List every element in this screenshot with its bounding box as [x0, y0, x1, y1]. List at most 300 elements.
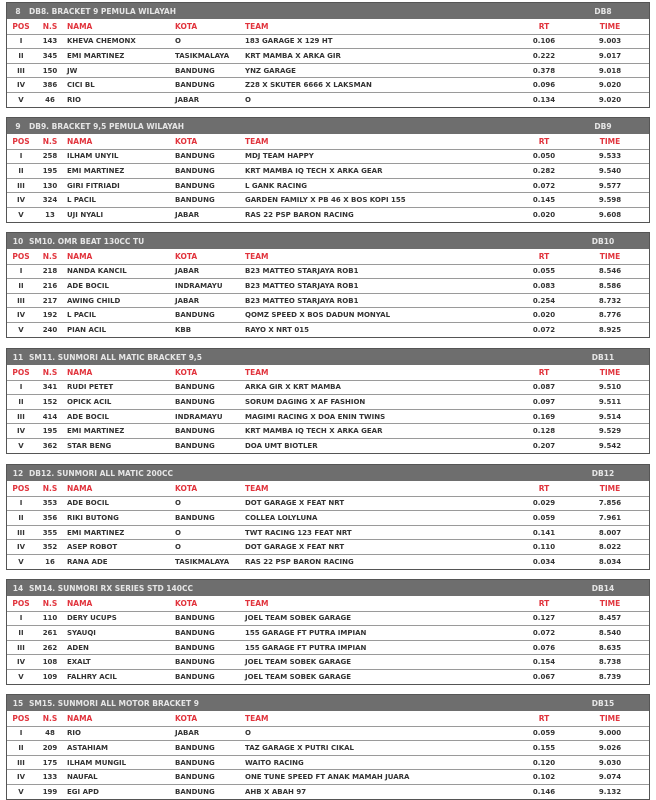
cell-ns: 353	[42, 499, 58, 508]
cell-rt: 0.146	[532, 787, 556, 796]
cell-time: 9.511	[598, 397, 622, 406]
cell-nama: ADEN	[67, 643, 89, 652]
cell-team: KRT MAMBA X ARKA GIR	[245, 51, 341, 60]
column-header-rt: RT	[538, 598, 550, 608]
cell-kota: BANDUNG	[175, 758, 215, 767]
cell-time: 8.034	[598, 557, 622, 566]
class-number: 15	[12, 698, 24, 708]
cell-rt: 0.155	[532, 743, 556, 752]
column-header-team: TEAM	[245, 21, 269, 31]
cell-ns: 362	[42, 441, 58, 450]
cell-rt: 0.020	[532, 311, 556, 320]
cell-time: 8.738	[598, 658, 622, 667]
cell-ns: 130	[42, 181, 58, 190]
class-title: SM15. SUNMORI ALL MOTOR BRACKET 9	[29, 698, 199, 708]
cell-ns: 341	[42, 383, 58, 392]
cell-nama: RUDI PETET	[67, 383, 114, 392]
cell-rt: 0.087	[532, 383, 556, 392]
cell-time: 9.529	[598, 427, 622, 436]
cell-team: JOEL TEAM SOBEK GARAGE	[245, 658, 352, 667]
table-row	[7, 409, 649, 424]
cell-team: JOEL TEAM SOBEK GARAGE	[245, 614, 352, 623]
cell-time: 9.540	[598, 166, 622, 175]
class-title: DB9. BRACKET 9,5 PEMULA WILAYAH	[29, 121, 185, 131]
cell-nama: ASEP ROBOT	[67, 543, 118, 552]
cell-kota: BANDUNG	[175, 628, 215, 637]
cell-team: KRT MAMBA IQ TECH X ARKA GEAR	[245, 166, 383, 175]
table-row	[7, 307, 649, 322]
column-header-time: TIME	[599, 367, 621, 377]
cell-rt: 0.059	[532, 513, 556, 522]
cell-rt: 0.020	[532, 210, 556, 219]
cell-nama: NANDA KANCIL	[67, 267, 127, 276]
column-header-time: TIME	[599, 598, 621, 608]
table-row	[7, 92, 649, 107]
cell-pos: IV	[16, 311, 26, 320]
cell-rt: 0.059	[532, 729, 556, 738]
table-row	[7, 438, 649, 453]
table-title-bar	[7, 695, 649, 711]
column-header-row	[7, 365, 649, 380]
cell-ns: 110	[42, 614, 58, 623]
cell-time: 9.030	[598, 758, 622, 767]
cell-nama: EMI MARTINEZ	[67, 427, 125, 436]
cell-nama: ADE BOCIL	[67, 281, 109, 290]
cell-rt: 0.072	[532, 628, 556, 637]
cell-ns: 216	[42, 281, 58, 290]
table-row	[7, 322, 649, 337]
column-header-team: TEAM	[245, 367, 269, 377]
cell-pos: IV	[16, 427, 26, 436]
cell-team: ONE TUNE SPEED FT ANAK MAMAH JUARA	[245, 773, 410, 782]
column-header-time: TIME	[599, 136, 621, 146]
cell-nama: CICI BL	[67, 81, 95, 90]
column-header-pos: POS	[12, 136, 30, 146]
cell-ns: 192	[42, 311, 58, 320]
table-row	[7, 163, 649, 178]
table-title-bar	[7, 3, 649, 19]
table-title-bar	[7, 580, 649, 596]
class-number: 11	[12, 352, 24, 362]
cell-ns: 352	[42, 543, 58, 552]
cell-pos: V	[18, 325, 24, 334]
cell-ns: 152	[42, 397, 58, 406]
column-header-pos: POS	[12, 713, 30, 723]
table-row	[7, 178, 649, 193]
cell-team: B23 MATTEO STARJAYA ROB1	[245, 296, 359, 305]
cell-pos: III	[17, 758, 25, 767]
cell-ns: 195	[42, 166, 58, 175]
table-row	[7, 34, 649, 49]
table-row	[7, 293, 649, 308]
cell-kota: O	[175, 37, 181, 46]
column-header-ns: N.S	[42, 21, 58, 31]
table-title-bar	[7, 349, 649, 365]
cell-pos: V	[18, 557, 24, 566]
cell-ns: 143	[42, 37, 58, 46]
cell-ns: 175	[42, 758, 58, 767]
column-header-row	[7, 249, 649, 264]
cell-time: 9.577	[598, 181, 622, 190]
column-header-nama: NAMA	[67, 713, 93, 723]
table-row	[7, 48, 649, 63]
table-row	[7, 539, 649, 554]
cell-nama: ASTAHIAM	[67, 743, 108, 752]
table-title-bar	[7, 465, 649, 481]
cell-nama: PIAN ACIL	[67, 325, 107, 334]
cell-ns: 46	[45, 95, 55, 104]
cell-kota: O	[175, 499, 181, 508]
table-row	[7, 554, 649, 569]
cell-ns: 195	[42, 427, 58, 436]
table-row	[7, 784, 649, 799]
cell-team: TAZ GARAGE X PUTRI CIKAL	[245, 743, 354, 752]
table-title-bar	[7, 118, 649, 134]
cell-kota: BANDUNG	[175, 643, 215, 652]
cell-time: 7.856	[598, 499, 622, 508]
cell-kota: BANDUNG	[175, 513, 215, 522]
cell-nama: SYAUQI	[67, 628, 96, 637]
cell-pos: III	[17, 66, 25, 75]
cell-time: 9.510	[598, 383, 622, 392]
cell-nama: EMI MARTINEZ	[67, 166, 125, 175]
column-header-ns: N.S	[42, 367, 58, 377]
cell-time: 9.017	[598, 51, 622, 60]
class-title: SM10. OMR BEAT 130CC TU	[29, 236, 145, 246]
cell-time: 9.132	[598, 787, 622, 796]
cell-time: 9.003	[598, 37, 622, 46]
cell-ns: 261	[42, 628, 58, 637]
column-header-team: TEAM	[245, 713, 269, 723]
cell-ns: 345	[42, 51, 58, 60]
table-row	[7, 640, 649, 655]
column-header-time: TIME	[599, 483, 621, 493]
class-code: DB14	[591, 583, 615, 593]
cell-pos: III	[17, 528, 25, 537]
column-header-rt: RT	[538, 21, 550, 31]
cell-time: 8.022	[598, 543, 622, 552]
cell-pos: II	[18, 743, 24, 752]
cell-kota: BANDUNG	[175, 311, 215, 320]
table-row	[7, 740, 649, 755]
cell-ns: 133	[42, 773, 58, 782]
cell-pos: V	[18, 95, 24, 104]
cell-nama: NAUFAL	[67, 773, 98, 782]
cell-rt: 0.029	[532, 499, 556, 508]
cell-kota: TASIKMALAYA	[175, 557, 230, 566]
table-row	[7, 726, 649, 741]
cell-team: 183 GARAGE X 129 HT	[245, 37, 333, 46]
cell-kota: BANDUNG	[175, 614, 215, 623]
cell-team: O	[245, 729, 251, 738]
cell-time: 9.026	[598, 743, 622, 752]
cell-team: L GANK RACING	[245, 181, 307, 190]
cell-pos: IV	[16, 658, 26, 667]
column-header-rt: RT	[538, 251, 550, 261]
cell-rt: 0.145	[532, 196, 556, 205]
cell-rt: 0.096	[532, 81, 556, 90]
table-row	[7, 669, 649, 684]
cell-time: 8.586	[598, 281, 622, 290]
cell-pos: I	[19, 267, 23, 276]
cell-time: 8.732	[598, 296, 622, 305]
cell-team: GARDEN FAMILY X PB 46 X BOS KOPI 155	[245, 196, 406, 205]
column-header-rt: RT	[538, 136, 550, 146]
cell-pos: I	[19, 614, 23, 623]
column-header-time: TIME	[599, 251, 621, 261]
cell-pos: II	[18, 51, 24, 60]
cell-rt: 0.378	[532, 66, 556, 75]
cell-rt: 0.067	[532, 672, 556, 681]
table-title-bar	[7, 233, 649, 249]
column-header-pos: POS	[12, 483, 30, 493]
column-header-kota: KOTA	[175, 713, 198, 723]
cell-kota: BANDUNG	[175, 743, 215, 752]
cell-kota: BANDUNG	[175, 427, 215, 436]
column-header-nama: NAMA	[67, 483, 93, 493]
cell-rt: 0.110	[532, 543, 556, 552]
cell-time: 8.457	[598, 614, 622, 623]
cell-nama: RIKI BUTONG	[67, 513, 119, 522]
cell-ns: 356	[42, 513, 58, 522]
cell-kota: BANDUNG	[175, 66, 215, 75]
cell-time: 8.007	[598, 528, 622, 537]
cell-nama: GIRI FITRIADI	[67, 181, 120, 190]
cell-kota: O	[175, 543, 181, 552]
cell-kota: BANDUNG	[175, 383, 215, 392]
cell-nama: JW	[67, 66, 78, 75]
cell-kota: JABAR	[175, 267, 200, 276]
cell-rt: 0.072	[532, 181, 556, 190]
cell-nama: FALHRY ACIL	[67, 672, 117, 681]
class-code: DB12	[591, 468, 615, 478]
cell-rt: 0.097	[532, 397, 556, 406]
class-title: DB12. SUNMORI ALL MATIC 200CC	[29, 468, 173, 478]
cell-nama: ILHAM MUNGIL	[67, 758, 127, 767]
cell-time: 8.776	[598, 311, 622, 320]
cell-team: B23 MATTEO STARJAYA ROB1	[245, 281, 359, 290]
cell-kota: BANDUNG	[175, 441, 215, 450]
cell-nama: AWING CHILD	[67, 296, 121, 305]
column-header-rt: RT	[538, 367, 550, 377]
cell-time: 9.000	[598, 729, 622, 738]
result-table	[6, 2, 650, 108]
cell-time: 8.546	[598, 267, 622, 276]
cell-team: O	[245, 95, 251, 104]
cell-pos: II	[18, 281, 24, 290]
cell-rt: 0.154	[532, 658, 556, 667]
cell-ns: 13	[45, 210, 55, 219]
class-number: 10	[12, 236, 24, 246]
column-header-kota: KOTA	[175, 598, 198, 608]
table-row	[7, 192, 649, 207]
column-header-kota: KOTA	[175, 251, 198, 261]
cell-team: KRT MAMBA IQ TECH X ARKA GEAR	[245, 427, 383, 436]
cell-nama: ADE BOCIL	[67, 412, 109, 421]
cell-kota: JABAR	[175, 729, 200, 738]
cell-team: 155 GARAGE FT PUTRA IMPIAN	[245, 628, 367, 637]
cell-pos: IV	[16, 196, 26, 205]
class-number: 9	[15, 121, 21, 131]
cell-kota: BANDUNG	[175, 773, 215, 782]
cell-team: RAS 22 PSP BARON RACING	[245, 210, 354, 219]
cell-ns: 240	[42, 325, 58, 334]
column-header-team: TEAM	[245, 598, 269, 608]
table-row	[7, 380, 649, 395]
table-row	[7, 77, 649, 92]
column-header-team: TEAM	[245, 136, 269, 146]
cell-team: COLLEA LOLYLUNA	[245, 513, 318, 522]
cell-nama: RIO	[67, 729, 81, 738]
cell-rt: 0.207	[532, 441, 556, 450]
cell-ns: 48	[45, 729, 55, 738]
column-header-kota: KOTA	[175, 367, 198, 377]
cell-kota: INDRAMAYU	[175, 281, 223, 290]
cell-ns: 108	[42, 658, 58, 667]
cell-team: Z28 X SKUTER 6666 X LAKSMAN	[245, 81, 372, 90]
cell-time: 9.074	[598, 773, 622, 782]
result-table	[6, 348, 650, 454]
result-table	[6, 464, 650, 570]
cell-ns: 355	[42, 528, 58, 537]
cell-pos: V	[18, 672, 24, 681]
cell-kota: BANDUNG	[175, 672, 215, 681]
cell-team: RAS 22 PSP BARON RACING	[245, 557, 354, 566]
column-header-time: TIME	[599, 21, 621, 31]
cell-team: MDJ TEAM HAPPY	[245, 152, 314, 161]
cell-team: YNZ GARAGE	[245, 66, 296, 75]
cell-pos: III	[17, 296, 25, 305]
cell-nama: ADE BOCIL	[67, 499, 109, 508]
table-row	[7, 755, 649, 770]
cell-kota: BANDUNG	[175, 787, 215, 796]
result-table	[6, 579, 650, 685]
cell-nama: STAR BENG	[67, 441, 112, 450]
cell-rt: 0.169	[532, 412, 556, 421]
cell-pos: II	[18, 513, 24, 522]
cell-nama: OPICK ACIL	[67, 397, 112, 406]
table-row	[7, 769, 649, 784]
cell-ns: 262	[42, 643, 58, 652]
cell-time: 9.598	[598, 196, 622, 205]
cell-rt: 0.282	[532, 166, 556, 175]
cell-nama: L PACIL	[67, 311, 97, 320]
cell-pos: V	[18, 210, 24, 219]
cell-pos: III	[17, 181, 25, 190]
cell-team: DOA UMT BIOTLER	[245, 441, 318, 450]
column-header-row	[7, 481, 649, 496]
cell-ns: 324	[42, 196, 58, 205]
cell-rt: 0.128	[532, 427, 556, 436]
cell-ns: 258	[42, 152, 58, 161]
cell-kota: INDRAMAYU	[175, 412, 223, 421]
column-header-ns: N.S	[42, 251, 58, 261]
cell-kota: BANDUNG	[175, 181, 215, 190]
cell-ns: 109	[42, 672, 58, 681]
cell-nama: KHEVA CHEMONX	[67, 37, 136, 46]
cell-team: DOT GARAGE X FEAT NRT	[245, 499, 345, 508]
cell-rt: 0.072	[532, 325, 556, 334]
cell-time: 9.514	[598, 412, 622, 421]
cell-ns: 209	[42, 743, 58, 752]
column-header-pos: POS	[12, 598, 30, 608]
cell-kota: KBB	[175, 325, 192, 334]
table-row	[7, 149, 649, 164]
column-header-row	[7, 711, 649, 726]
cell-team: SORUM DAGING X AF FASHION	[245, 397, 366, 406]
class-title: DB8. BRACKET 9 PEMULA WILAYAH	[29, 6, 177, 16]
cell-pos: IV	[16, 773, 26, 782]
cell-pos: I	[19, 152, 23, 161]
cell-team: ARKA GIR X KRT MAMBA	[245, 383, 341, 392]
table-row	[7, 394, 649, 409]
column-header-kota: KOTA	[175, 136, 198, 146]
column-header-nama: NAMA	[67, 21, 93, 31]
cell-rt: 0.034	[532, 557, 556, 566]
cell-rt: 0.102	[532, 773, 556, 782]
cell-ns: 217	[42, 296, 58, 305]
column-header-pos: POS	[12, 367, 30, 377]
table-row	[7, 496, 649, 511]
cell-pos: III	[17, 643, 25, 652]
cell-nama: ILHAM UNYIL	[67, 152, 119, 161]
cell-time: 8.635	[598, 643, 622, 652]
cell-time: 9.533	[598, 152, 622, 161]
cell-rt: 0.050	[532, 152, 556, 161]
cell-ns: 199	[42, 787, 58, 796]
cell-nama: UJI NYALI	[67, 210, 104, 219]
column-header-pos: POS	[12, 21, 30, 31]
cell-pos: I	[19, 383, 23, 392]
cell-ns: 16	[45, 557, 55, 566]
cell-rt: 0.134	[532, 95, 556, 104]
cell-team: QOMZ SPEED X BOS DADUN MONYAL	[245, 311, 391, 320]
cell-rt: 0.127	[532, 614, 556, 623]
cell-rt: 0.055	[532, 267, 556, 276]
cell-pos: I	[19, 37, 23, 46]
cell-kota: JABAR	[175, 296, 200, 305]
class-title: SM14. SUNMORI RX SERIES STD 140CC	[29, 583, 193, 593]
cell-team: JOEL TEAM SOBEK GARAGE	[245, 672, 352, 681]
class-number: 12	[12, 468, 24, 478]
column-header-team: TEAM	[245, 483, 269, 493]
cell-pos: II	[18, 628, 24, 637]
cell-rt: 0.254	[532, 296, 556, 305]
cell-kota: BANDUNG	[175, 152, 215, 161]
cell-pos: I	[19, 499, 23, 508]
cell-time: 9.020	[598, 95, 622, 104]
cell-team: WAITO RACING	[245, 758, 304, 767]
cell-kota: BANDUNG	[175, 658, 215, 667]
table-row	[7, 264, 649, 279]
class-code: DB8	[594, 6, 612, 16]
cell-time: 9.020	[598, 81, 622, 90]
cell-team: RAYO X NRT 015	[245, 325, 309, 334]
cell-rt: 0.083	[532, 281, 556, 290]
cell-nama: L PACIL	[67, 196, 97, 205]
class-code: DB15	[591, 698, 615, 708]
cell-team: TWT RACING 123 FEAT NRT	[245, 528, 352, 537]
cell-kota: O	[175, 528, 181, 537]
cell-time: 9.018	[598, 66, 622, 75]
cell-pos: V	[18, 441, 24, 450]
cell-nama: EXALT	[67, 658, 91, 667]
cell-time: 9.608	[598, 210, 622, 219]
cell-kota: BANDUNG	[175, 397, 215, 406]
column-header-pos: POS	[12, 251, 30, 261]
cell-ns: 150	[42, 66, 58, 75]
cell-rt: 0.141	[532, 528, 556, 537]
